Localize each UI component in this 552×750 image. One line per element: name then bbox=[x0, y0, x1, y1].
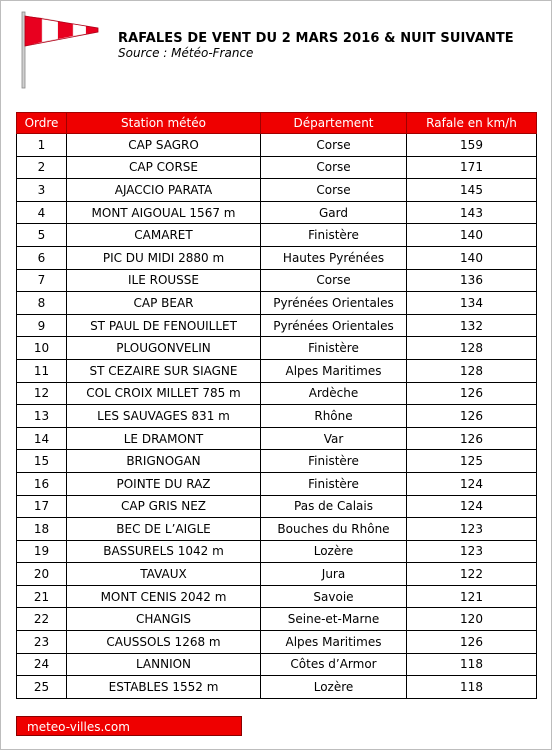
cell-station: ST CEZAIRE SUR SIAGNE bbox=[67, 359, 261, 382]
column-header-rank: Ordre bbox=[17, 113, 67, 134]
table-row bbox=[17, 156, 537, 179]
cell-rank: 8 bbox=[17, 292, 67, 315]
cell-rank: 13 bbox=[17, 405, 67, 428]
cell-gust: 136 bbox=[407, 269, 537, 292]
cell-station: BRIGNOGAN bbox=[67, 450, 261, 473]
cell-gust: 124 bbox=[407, 472, 537, 495]
table-row bbox=[17, 631, 537, 654]
cell-rank: 2 bbox=[17, 156, 67, 179]
cell-rank: 24 bbox=[17, 653, 67, 676]
cell-rank: 14 bbox=[17, 427, 67, 450]
table-row bbox=[17, 292, 537, 315]
cell-department: Hautes Pyrénées bbox=[261, 246, 407, 269]
column-header-gust: Rafale en km/h bbox=[407, 113, 537, 134]
windsock-icon bbox=[16, 6, 116, 90]
cell-department: Finistère bbox=[261, 337, 407, 360]
cell-station: TAVAUX bbox=[67, 563, 261, 586]
cell-department: Corse bbox=[261, 269, 407, 292]
cell-gust: 171 bbox=[407, 156, 537, 179]
table-row bbox=[17, 382, 537, 405]
table-row bbox=[17, 518, 537, 541]
cell-department: Lozère bbox=[261, 540, 407, 563]
cell-department: Finistère bbox=[261, 224, 407, 247]
page-title: RAFALES DE VENT DU 2 MARS 2016 & NUIT SUIVANTE bbox=[118, 31, 514, 46]
cell-department: Pas de Calais bbox=[261, 495, 407, 518]
table-row bbox=[17, 585, 537, 608]
cell-rank: 3 bbox=[17, 179, 67, 202]
cell-rank: 18 bbox=[17, 518, 67, 541]
source-note: Source : Météo-France bbox=[118, 46, 254, 60]
cell-rank: 4 bbox=[17, 201, 67, 224]
cell-station: MONT AIGOUAL 1567 m bbox=[67, 201, 261, 224]
cell-rank: 9 bbox=[17, 314, 67, 337]
cell-station: PLOUGONVELIN bbox=[67, 337, 261, 360]
table-row bbox=[17, 563, 537, 586]
table-row bbox=[17, 495, 537, 518]
cell-station: LES SAUVAGES 831 m bbox=[67, 405, 261, 428]
cell-department: Pyrénées Orientales bbox=[261, 314, 407, 337]
table-row bbox=[17, 653, 537, 676]
cell-station: AJACCIO PARATA bbox=[67, 179, 261, 202]
cell-station: CAUSSOLS 1268 m bbox=[67, 631, 261, 654]
cell-station: LANNION bbox=[67, 653, 261, 676]
cell-rank: 15 bbox=[17, 450, 67, 473]
column-header-department: Département bbox=[261, 113, 407, 134]
cell-station: CAP SAGRO bbox=[67, 134, 261, 157]
table-row bbox=[17, 179, 537, 202]
cell-department: Corse bbox=[261, 134, 407, 157]
cell-gust: 145 bbox=[407, 179, 537, 202]
cell-gust: 122 bbox=[407, 563, 537, 586]
cell-gust: 126 bbox=[407, 405, 537, 428]
cell-gust: 118 bbox=[407, 676, 537, 699]
cell-department: Ardèche bbox=[261, 382, 407, 405]
cell-department: Savoie bbox=[261, 585, 407, 608]
cell-rank: 25 bbox=[17, 676, 67, 699]
table-row bbox=[17, 201, 537, 224]
cell-department: Bouches du Rhône bbox=[261, 518, 407, 541]
cell-station: COL CROIX MILLET 785 m bbox=[67, 382, 261, 405]
table-row bbox=[17, 405, 537, 428]
cell-station: BASSURELS 1042 m bbox=[67, 540, 261, 563]
cell-department: Corse bbox=[261, 156, 407, 179]
cell-rank: 19 bbox=[17, 540, 67, 563]
cell-gust: 128 bbox=[407, 337, 537, 360]
cell-department: Lozère bbox=[261, 676, 407, 699]
table-row bbox=[17, 676, 537, 699]
cell-station: LE DRAMONT bbox=[67, 427, 261, 450]
cell-station: MONT CENIS 2042 m bbox=[67, 585, 261, 608]
cell-station: CAP BEAR bbox=[67, 292, 261, 315]
cell-gust: 140 bbox=[407, 246, 537, 269]
cell-station: BEC DE L’AIGLE bbox=[67, 518, 261, 541]
cell-station: CAP CORSE bbox=[67, 156, 261, 179]
cell-gust: 125 bbox=[407, 450, 537, 473]
cell-gust: 134 bbox=[407, 292, 537, 315]
cell-department: Gard bbox=[261, 201, 407, 224]
table-row bbox=[17, 540, 537, 563]
cell-gust: 143 bbox=[407, 201, 537, 224]
table-row bbox=[17, 427, 537, 450]
cell-gust: 140 bbox=[407, 224, 537, 247]
cell-rank: 11 bbox=[17, 359, 67, 382]
cell-rank: 22 bbox=[17, 608, 67, 631]
cell-department: Rhône bbox=[261, 405, 407, 428]
cell-department: Var bbox=[261, 427, 407, 450]
cell-rank: 20 bbox=[17, 563, 67, 586]
cell-rank: 10 bbox=[17, 337, 67, 360]
meteo-villes-link[interactable]: meteo-villes.com bbox=[16, 716, 242, 736]
cell-rank: 6 bbox=[17, 246, 67, 269]
cell-rank: 21 bbox=[17, 585, 67, 608]
column-header-station: Station météo bbox=[67, 113, 261, 134]
table-row bbox=[17, 134, 537, 157]
cell-gust: 132 bbox=[407, 314, 537, 337]
cell-department: Jura bbox=[261, 563, 407, 586]
cell-department: Alpes Maritimes bbox=[261, 359, 407, 382]
cell-station: ST PAUL DE FENOUILLET bbox=[67, 314, 261, 337]
cell-gust: 123 bbox=[407, 540, 537, 563]
cell-station: POINTE DU RAZ bbox=[67, 472, 261, 495]
table-row bbox=[17, 608, 537, 631]
cell-rank: 12 bbox=[17, 382, 67, 405]
cell-department: Alpes Maritimes bbox=[261, 631, 407, 654]
cell-department: Finistère bbox=[261, 472, 407, 495]
cell-department: Seine-et-Marne bbox=[261, 608, 407, 631]
cell-department: Côtes d’Armor bbox=[261, 653, 407, 676]
cell-gust: 126 bbox=[407, 382, 537, 405]
table-body bbox=[17, 134, 537, 699]
table-row bbox=[17, 450, 537, 473]
table-row bbox=[17, 472, 537, 495]
cell-rank: 1 bbox=[17, 134, 67, 157]
table-row bbox=[17, 337, 537, 360]
cell-gust: 126 bbox=[407, 427, 537, 450]
cell-gust: 118 bbox=[407, 653, 537, 676]
cell-station: ESTABLES 1552 m bbox=[67, 676, 261, 699]
cell-gust: 120 bbox=[407, 608, 537, 631]
cell-gust: 124 bbox=[407, 495, 537, 518]
cell-department: Corse bbox=[261, 179, 407, 202]
cell-rank: 16 bbox=[17, 472, 67, 495]
cell-station: CHANGIS bbox=[67, 608, 261, 631]
cell-station: CAP GRIS NEZ bbox=[67, 495, 261, 518]
cell-station: ILE ROUSSE bbox=[67, 269, 261, 292]
cell-station: CAMARET bbox=[67, 224, 261, 247]
table-row bbox=[17, 224, 537, 247]
cell-gust: 121 bbox=[407, 585, 537, 608]
cell-gust: 126 bbox=[407, 631, 537, 654]
cell-rank: 23 bbox=[17, 631, 67, 654]
cell-rank: 5 bbox=[17, 224, 67, 247]
table-header-row bbox=[17, 113, 537, 134]
cell-gust: 128 bbox=[407, 359, 537, 382]
table-row bbox=[17, 314, 537, 337]
wind-gusts-table bbox=[16, 112, 537, 699]
table-row bbox=[17, 246, 537, 269]
table-row bbox=[17, 269, 537, 292]
cell-gust: 123 bbox=[407, 518, 537, 541]
cell-rank: 7 bbox=[17, 269, 67, 292]
cell-department: Pyrénées Orientales bbox=[261, 292, 407, 315]
table-row bbox=[17, 359, 537, 382]
cell-station: PIC DU MIDI 2880 m bbox=[67, 246, 261, 269]
cell-rank: 17 bbox=[17, 495, 67, 518]
cell-gust: 159 bbox=[407, 134, 537, 157]
cell-department: Finistère bbox=[261, 450, 407, 473]
